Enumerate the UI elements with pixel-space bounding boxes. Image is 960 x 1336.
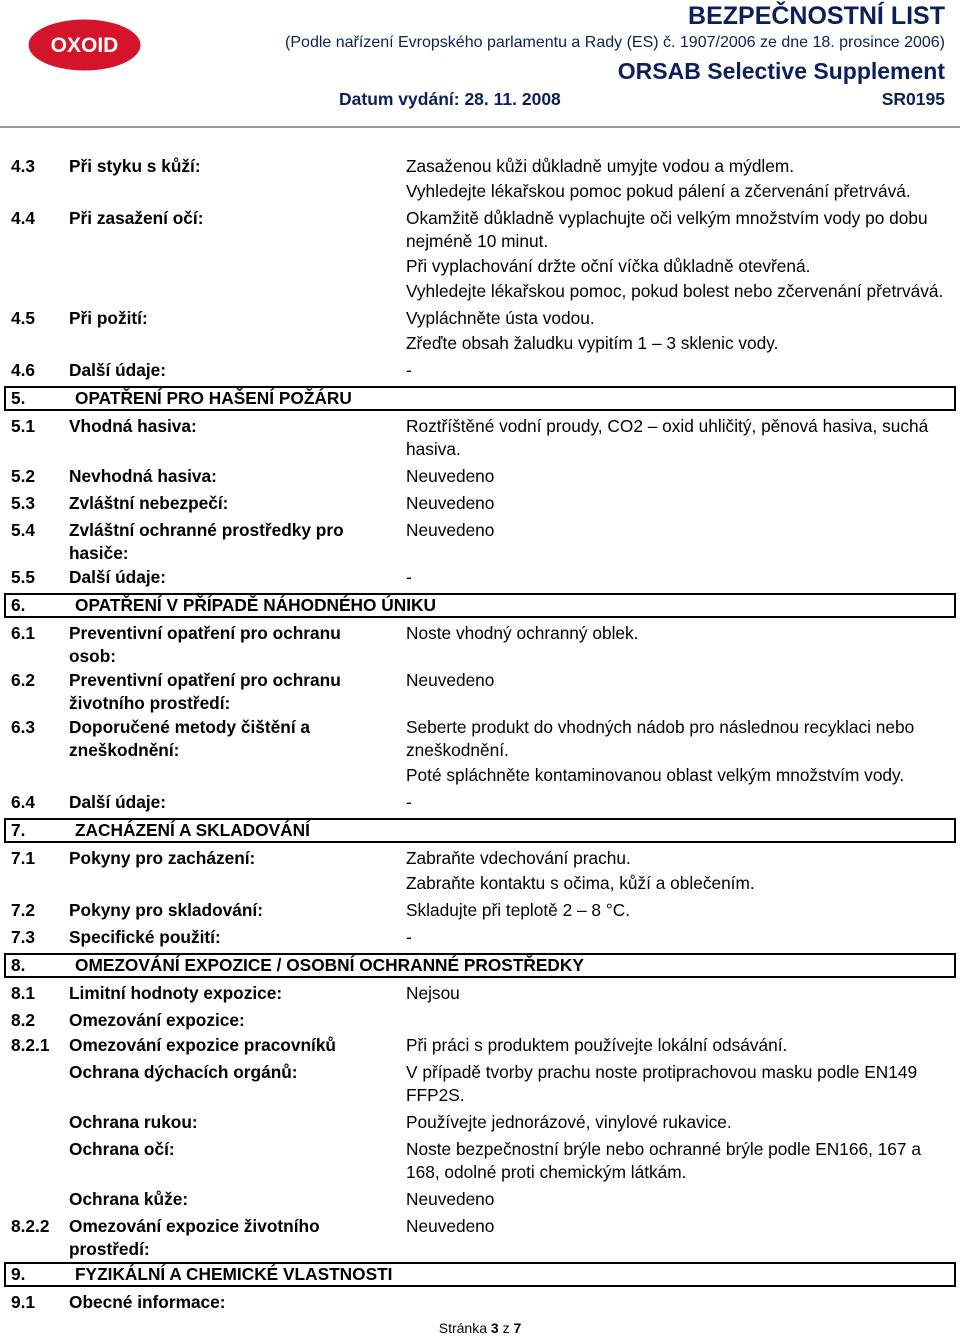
row-4-5	[0, 305, 960, 357]
row-number: 8.1	[11, 983, 36, 1003]
row-value: Neuvedeno	[406, 1216, 495, 1236]
row-label: Pokyny pro zacházení:	[69, 848, 256, 868]
row-values	[406, 307, 951, 357]
row-number: 5.4	[11, 520, 36, 540]
row-label: Specifické použití:	[69, 927, 221, 947]
page-total: 7	[513, 1320, 522, 1336]
issue-date: Datum vydání: 28. 11. 2008	[339, 89, 561, 109]
row-label: Při zasažení očí:	[69, 208, 204, 228]
document-body	[0, 153, 960, 1314]
row-5-2	[0, 463, 960, 490]
row-label: Pokyny pro skladování:	[69, 900, 263, 920]
row-values	[406, 207, 951, 305]
row-label: Při požití:	[69, 308, 148, 328]
row-values	[406, 1138, 951, 1186]
section-title: FYZIKÁLNÍ A CHEMICKÉ VLASTNOSTI	[75, 1264, 393, 1284]
row-value: Vyhledejte lékařskou pomoc pokud pálení a zčervenání přetrvává.	[406, 181, 911, 201]
row-label: Ochrana kůže:	[69, 1189, 189, 1209]
row-value: Poté spláchněte kontaminovanou oblast velkým množstvím vody.	[406, 764, 905, 785]
row-value: Noste vhodný ochranný oblek.	[406, 623, 639, 643]
row-number: 7.2	[11, 900, 36, 920]
row-6-2	[0, 667, 960, 714]
section-title: OPATŘENÍ PRO HAŠENÍ POŽÁRU	[75, 388, 352, 408]
row-label: Zvláštní ochranné prostředky pro hasiče:	[69, 520, 344, 563]
section-title: OPATŘENÍ V PŘÍPADĚ NÁHODNÉHO ÚNIKU	[75, 595, 437, 615]
row-value: V případě tvorby prachu noste protiprachovou masku podle EN149 FFP2S.	[406, 1062, 918, 1105]
row-label: Ochrana dýchacích orgánů:	[69, 1062, 298, 1082]
section-9-header	[4, 1262, 956, 1287]
row-7-3	[0, 924, 960, 951]
section-6-header	[4, 593, 956, 618]
row-value: Neuvedeno	[406, 466, 495, 486]
row-value: Používejte jednorázové, vinylové rukavice.	[406, 1112, 732, 1132]
row-8-2-2	[0, 1213, 960, 1260]
section-number: 9.	[11, 1264, 26, 1284]
row-value: Zabraňte kontaktu s očima, kůží a oblečením.	[406, 873, 755, 893]
row-values	[406, 1111, 951, 1136]
section-number: 7.	[11, 820, 26, 840]
row-number: 4.3	[11, 156, 36, 176]
page-label: Stránka	[438, 1320, 487, 1336]
row-value: Skladujte při teplotě 2 – 8 °C.	[406, 900, 631, 920]
row-8-2	[0, 1007, 960, 1032]
row-6-1	[0, 620, 960, 667]
row-values	[406, 359, 951, 384]
row-value: Seberte produkt do vhodných nádob pro následnou recyklaci nebo zneškodnění.	[406, 717, 915, 760]
row-label: Vhodná hasiva:	[69, 416, 197, 436]
row-values	[406, 155, 951, 205]
row-value: Při vyplachování držte oční víčka důkladně otevřená.	[406, 255, 811, 276]
row-number: 5.5	[11, 567, 36, 587]
row-number: 4.5	[11, 308, 36, 328]
row-7-1	[0, 845, 960, 897]
row-values	[406, 622, 951, 647]
row-label: Omezování expozice pracovníků	[69, 1035, 336, 1055]
header-divider	[0, 126, 960, 128]
row-values	[406, 1188, 951, 1213]
row-label: Obecné informace:	[69, 1292, 226, 1312]
row-number: 8.2.1	[11, 1035, 50, 1055]
row-value: Roztříštěné vodní proudy, CO2 – oxid uhličitý, pěnová hasiva, suchá hasiva.	[406, 416, 929, 459]
page-footer	[0, 1320, 960, 1336]
logo-text: OXOID	[50, 34, 119, 57]
row-5-1	[0, 413, 960, 463]
row-number: 5.3	[11, 493, 36, 513]
row-values	[406, 982, 951, 1007]
row-number: 6.2	[11, 670, 36, 690]
row-label: Omezování expozice:	[69, 1010, 245, 1030]
section-number: 6.	[11, 595, 26, 615]
row-skin-protection	[0, 1186, 960, 1213]
row-5-4	[0, 517, 960, 564]
row-number: 8.2	[11, 1010, 36, 1030]
row-label: Omezování expozice životního prostředí:	[69, 1216, 320, 1259]
row-value: Neuvedeno	[406, 1189, 495, 1209]
row-5-5	[0, 564, 960, 591]
row-values	[406, 415, 951, 463]
section-title: OMEZOVÁNÍ EXPOZICE / OSOBNÍ OCHRANNÉ PROSTŘEDKY	[75, 955, 584, 975]
row-values	[406, 847, 951, 897]
row-respiratory-protection	[0, 1059, 960, 1109]
row-value: Nejsou	[406, 983, 460, 1003]
row-values	[406, 716, 951, 789]
row-label: Při styku s kůží:	[69, 156, 201, 176]
row-value: -	[406, 927, 412, 947]
row-label: Ochrana očí:	[69, 1139, 175, 1159]
row-label: Preventivní opatření pro ochranu životního prostředí:	[69, 670, 341, 713]
section-8-header	[4, 953, 956, 978]
section-7-header	[4, 818, 956, 843]
row-value: Zabraňte vdechování prachu.	[406, 848, 631, 868]
row-values	[406, 465, 951, 490]
section-number: 8.	[11, 955, 26, 975]
row-value: Zřeďte obsah žaludku vypitím 1 – 3 sklenic vody.	[406, 333, 779, 353]
row-number: 5.2	[11, 466, 36, 486]
row-4-4	[0, 205, 960, 305]
row-number: 5.1	[11, 416, 36, 436]
row-values	[406, 519, 951, 544]
row-number: 6.3	[11, 717, 36, 737]
row-label: Zvláštní nebezpečí:	[69, 493, 229, 513]
row-value: Neuvedeno	[406, 670, 495, 690]
section-number: 5.	[11, 388, 26, 408]
row-value: Neuvedeno	[406, 520, 495, 540]
row-number: 4.6	[11, 360, 36, 380]
row-values	[406, 669, 951, 694]
row-8-2-1	[0, 1032, 960, 1059]
row-label: Limitní hodnoty expozice:	[69, 983, 283, 1003]
row-value: Okamžitě důkladně vyplachujte oči velkým množstvím vody po dobu nejméně 10 minut.	[406, 208, 928, 251]
row-number: 6.1	[11, 623, 36, 643]
page-number: 3	[490, 1320, 499, 1336]
row-values	[406, 492, 951, 517]
row-values	[406, 566, 951, 591]
row-values	[406, 791, 951, 816]
row-8-1	[0, 980, 960, 1007]
oxoid-logo	[28, 19, 141, 71]
row-value: Zasaženou kůži důkladně umyjte vodou a mýdlem.	[406, 156, 795, 176]
section-5-header	[4, 386, 956, 411]
row-label: Další údaje:	[69, 792, 166, 812]
row-6-4	[0, 789, 960, 816]
product-code: SR0195	[881, 89, 945, 109]
row-7-2	[0, 897, 960, 924]
product-name: ORSAB Selective Supplement	[617, 58, 945, 84]
row-number: 9.1	[11, 1292, 36, 1312]
row-value: Vyhledejte lékařskou pomoc, pokud bolest nebo zčervenání přetrvává.	[406, 280, 944, 301]
row-value: Neuvedeno	[406, 493, 495, 513]
row-value: Vypláchněte ústa vodou.	[406, 308, 595, 328]
row-number: 7.3	[11, 927, 36, 947]
row-label: Ochrana rukou:	[69, 1112, 198, 1132]
row-value: -	[406, 567, 412, 587]
row-number: 4.4	[11, 208, 36, 228]
row-value: -	[406, 792, 412, 812]
row-label: Nevhodná hasiva:	[69, 466, 217, 486]
row-values	[406, 1061, 951, 1109]
row-number: 6.4	[11, 792, 36, 812]
section-title: ZACHÁZENÍ A SKLADOVÁNÍ	[75, 820, 310, 840]
row-4-3	[0, 153, 960, 205]
regulation-reference: (Podle nařízení Evropského parlamentu a Rady (ES) č. 1907/2006 ze dne 18. prosince 2006)	[285, 34, 945, 51]
row-5-3	[0, 490, 960, 517]
row-value: -	[406, 360, 412, 380]
row-values	[406, 926, 951, 951]
row-label: Další údaje:	[69, 567, 166, 587]
document-title: BEZPEČNOSTNÍ LIST	[688, 2, 945, 30]
row-label: Doporučené metody čištění a zneškodnění:	[69, 717, 311, 760]
row-hand-protection	[0, 1109, 960, 1136]
row-4-6	[0, 357, 960, 384]
row-values	[406, 1215, 951, 1240]
row-label: Další údaje:	[69, 360, 166, 380]
row-value: Noste bezpečnostní brýle nebo ochranné brýle podle EN166, 167 a 168, odolné proti chemickým látkám.	[406, 1139, 921, 1182]
row-number: 8.2.2	[11, 1216, 50, 1236]
row-label: Preventivní opatření pro ochranu osob:	[69, 623, 341, 666]
page-separator: z	[502, 1320, 510, 1336]
row-values	[406, 899, 951, 924]
row-eye-protection	[0, 1136, 960, 1186]
row-value: Při práci s produktem používejte lokální odsávání.	[406, 1035, 788, 1055]
row-number: 7.1	[11, 848, 36, 868]
row-9-1	[0, 1289, 960, 1314]
row-values	[406, 1034, 951, 1059]
row-6-3	[0, 714, 960, 789]
